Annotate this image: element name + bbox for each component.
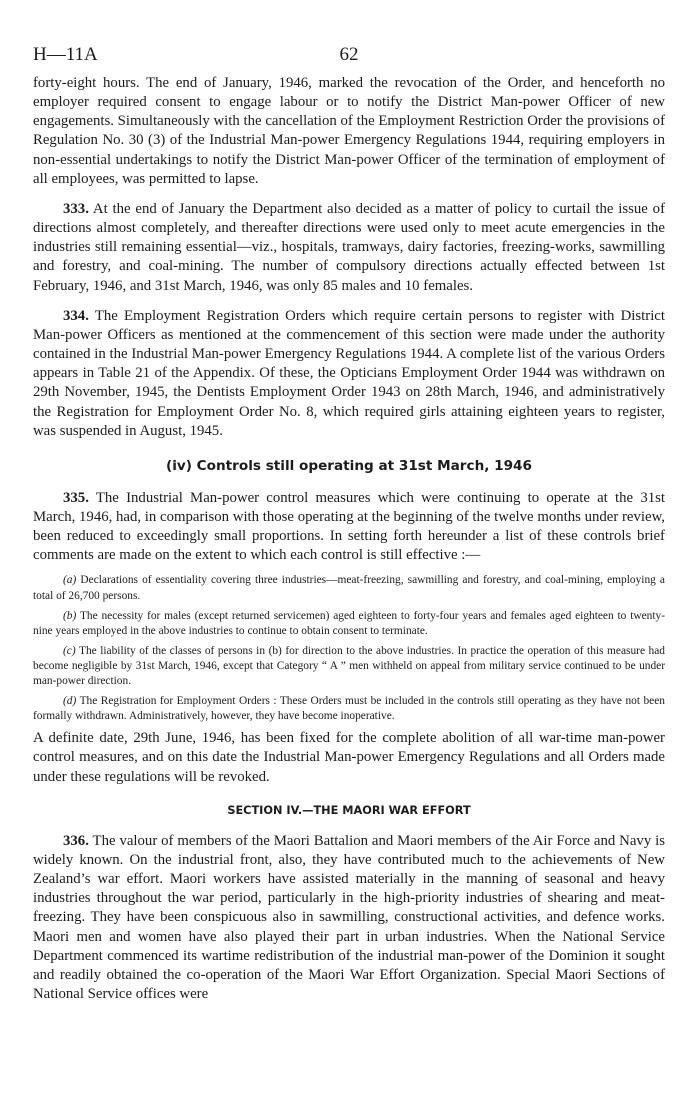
paragraph-334 [33, 307, 665, 441]
paragraph-gap [33, 189, 665, 200]
paragraph-text: The Employment Registration Orders which require certain persons to register with District Man-power Officers as mentioned at the commencement of this section were made under the authority contained in the Industrial Man-power Emergency Regulations 1944. A complete list of the various Orders appears in Table 21 of the Appendix. Of these, the Opticians Employment Order 1944 was withdrawn on 29th November, 1945, the Dentists Employment Order 1943 on 28th March, 1946, and administratively the Registration for Employment Order No. 8, which required girls attaining eighteen years to register, was suspended in August, 1945. [33, 307, 665, 439]
subsection-heading: (iv) Controls still operating at 31st March, 1946 [166, 457, 532, 474]
list-item-b [33, 609, 665, 639]
page-number: 62 [339, 44, 359, 65]
list-item-a [33, 573, 665, 603]
list-text: The Registration for Employment Orders : These Orders must be included in the controls still operating as they have not been formally withdrawn. Administratively, however, they have become inoperative. [33, 695, 665, 723]
paragraph-336 [33, 832, 665, 1004]
document-reference: H—11A [33, 44, 98, 65]
paragraph-333 [33, 200, 665, 296]
paragraph-number: 335. [63, 489, 89, 506]
list-label: (c) [63, 644, 76, 657]
paragraph-number: 333. [63, 200, 89, 217]
list-label: (a) [63, 574, 77, 587]
paragraph-text: The valour of members of the Maori Battalion and Maori members of the Air Force and Navy is widely known. On the industrial front, also, they have contributed much to the achievements of New Zealand’s war effort. Maori workers have assisted materially in the manning of seasonal and heavy industries throughout the war period, particularly in the high-priority industries of shearing and meat-freezing. They have been conspicuous also in sawmilling, constructional activities, and defence works. Maori men and women have also played their part in urban industries. When the National Service Department commenced its wartime redistribution of the industrial man-power of the Dominion it sought and readily obtained the co-operation of the Maori War Effort Organization. Special Maori Sections of National Service offices were [33, 832, 665, 1002]
list-text: Declarations of essentiality covering three industries—meat-freezing, sawmilling and forestry, and coal-mining, employing a total of 26,700 persons. [33, 574, 665, 602]
paragraph-continued: forty-eight hours. The end of January, 1946, marked the revocation of the Order, and henceforth no employer required consent to engage labour or to notify the District Man-power Officer of new engagements. Simultaneously with the cancellation of the Employment Restriction Order the provisions of Regulation No. 30 (3) of the Industrial Man-power Emergency Regulations 1944, requiring employers in non-essential undertakings to notify the District Man-power Officer of the termination of employment of all employees, was permitted to lapse. [33, 75, 665, 187]
page-header [33, 44, 665, 74]
document-page [33, 44, 665, 1004]
paragraph-text: The Industrial Man-power control measures which were continuing to operate at the 31st March, 1946, had, in comparison with those operating at the beginning of the twelve months under review, been reduced to exceedingly small proportions. In setting forth hereunder a list of these controls brief comments are made on the extent to which each control is still effective :— [33, 489, 665, 564]
section-heading: SECTION IV.—THE MAORI WAR EFFORT [227, 803, 471, 817]
list-text: The liability of the classes of persons in (b) for direction to the above industries. In practice the operation of this measure had become negligible by 31st March, 1946, except that Category “ A ” men withheld on appeal from military service continued to be under man-power direction. [33, 644, 665, 687]
list-item-c [33, 644, 665, 689]
list-label: (d) [63, 695, 77, 708]
list-text: The necessity for males (except returned servicemen) aged eighteen to forty-four years and females aged eighteen to twenty-nine years employed in the above industries to continue to obtain consent to terminate. [33, 609, 665, 637]
paragraph-abolition-date: A definite date, 29th June, 1946, has been fixed for the complete abolition of all war-time man-power control measures, and on this date the Industrial Man-power Emergency Regulations and all Orders made under these regulations will be revoked. [33, 730, 665, 785]
list-label: (b) [63, 609, 77, 622]
paragraph-335 [33, 489, 665, 566]
list-item-d [33, 694, 665, 724]
paragraph-text: At the end of January the Department also decided as a matter of policy to curtail the issue of directions almost completely, and thereafter directions were used only to meet acute emergencies in the industries still remaining essential—viz., hospitals, tramways, dairy factories, freezing-works, sawmilling and forestry, and coal-mining. The number of compulsory directions actually effected between 1st February, 1946, and 31st March, 1946, was only 85 males and 10 females. [33, 200, 666, 294]
paragraph-gap [33, 296, 665, 307]
paragraph-number: 334. [63, 307, 89, 324]
paragraph-number: 336. [63, 832, 89, 849]
list-gap [33, 565, 665, 573]
